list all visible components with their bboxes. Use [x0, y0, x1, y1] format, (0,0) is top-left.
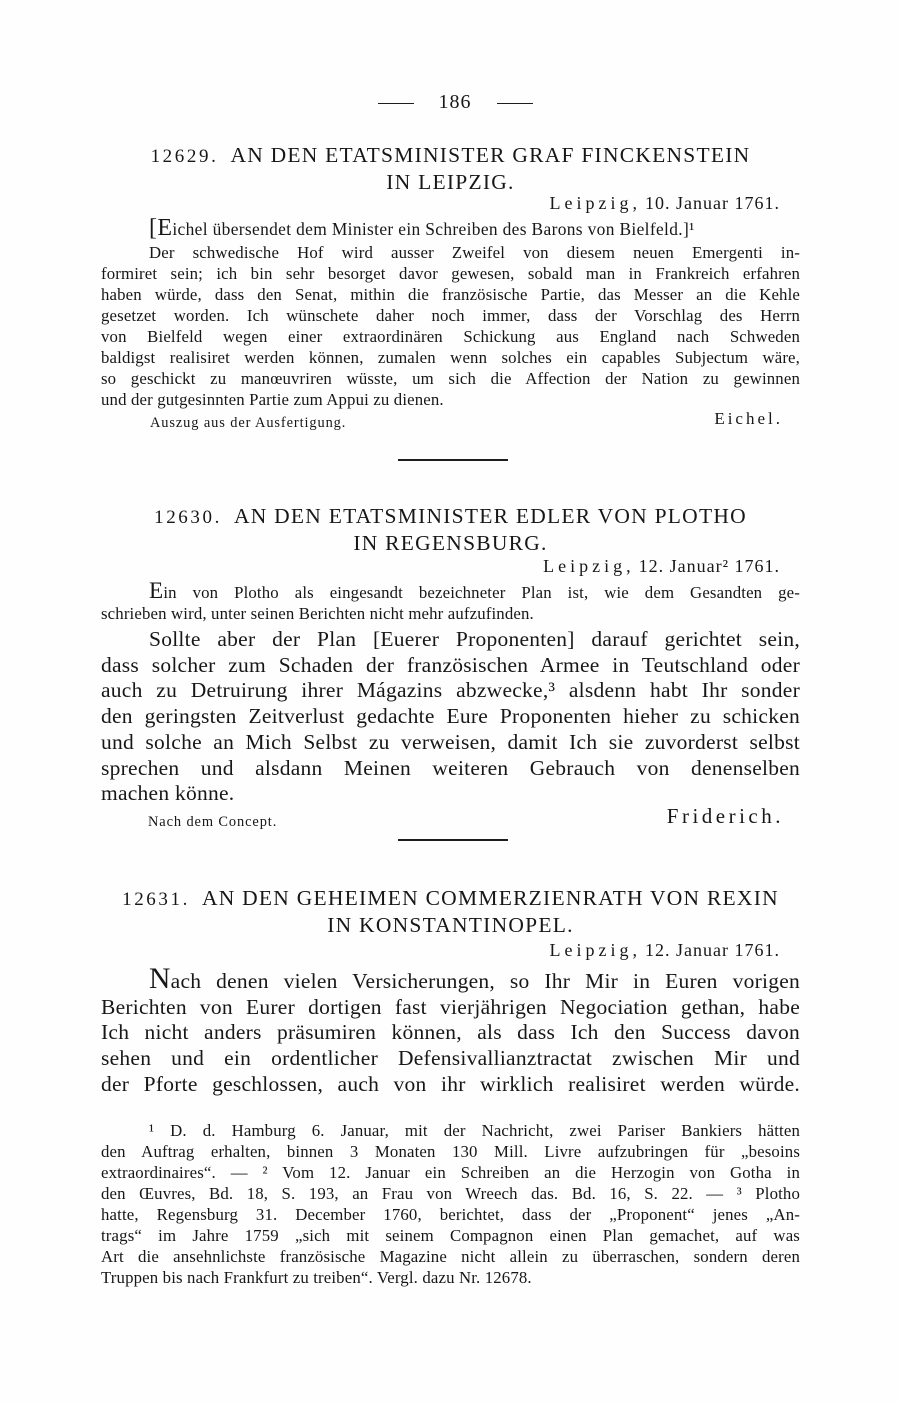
letter-heading [101, 504, 800, 556]
date-text: 12. Januar² 1761. [638, 556, 780, 576]
date-place: Leipzig, [549, 940, 642, 960]
header-dash-left [378, 103, 414, 104]
section-divider [398, 839, 508, 841]
body-line: Der schwedische Hof wird ausser Zweifel von diesem neuen Emergenti in- [149, 242, 800, 262]
footnote-line: Truppen bis nach Frankfurt zu treiben“. Vergl. dazu Nr. 12678. [101, 1267, 532, 1287]
letter-date [550, 939, 780, 961]
recipient: AN DEN ETATSMINISTER GRAF FINCKENSTEIN [230, 143, 751, 167]
body-line: Berichten von Eurer dortigen fast vierjährigen Negociation gethan, habe [101, 994, 800, 1019]
body-line: haben würde, dass den Senat, mithin die französische Partie, das Messer an die Kehle [101, 284, 800, 304]
editorial-note [101, 217, 800, 240]
letter-date [550, 192, 780, 214]
letter-number: 12631. [122, 889, 190, 910]
body-line: auch zu Detruirung ihrer Mágazins abzwecke,³ alsdenn habt Ihr sonder [101, 678, 800, 703]
date-text: 10. Januar 1761. [645, 193, 780, 213]
letter-number: 12629. [150, 146, 219, 167]
editorial-note [101, 577, 800, 624]
heading-line [101, 504, 800, 531]
letter-body [101, 627, 800, 807]
footnote-line: trags“ im Jahre 1759 „sich mit seinem Compagnon einen Plan gemachet, auf was [101, 1225, 800, 1245]
heading-line [101, 886, 800, 913]
footnote-line: Art die ansehnlichste französische Magazine nicht allein zu überraschen, sondern deren [101, 1246, 800, 1266]
body-line: Ich nicht anders präsumiren können, als dass Ich den Success davon [101, 1020, 800, 1045]
footnote-line: hatte, Regensburg 31. December 1760, berichtet, dass der „Proponent“ jenes „An- [101, 1204, 800, 1224]
body-line: der Pforte geschlossen, auch von ihr wirklich realisiret werden würde. [101, 1071, 800, 1096]
heading-location: IN LEIPZIG. [386, 169, 515, 194]
footnotes [101, 1120, 800, 1288]
body-line: so geschickt zu manœuvriren wüsste, um sich die Affection der Nation zu gewinnen [101, 368, 800, 388]
date-place: Leipzig, [543, 556, 635, 576]
letter-body [101, 242, 800, 410]
body-line: baldigst realisiret werden können, zumalen wenn solches ein capables Subjectum wäre, [101, 347, 800, 367]
source-note: Auszug aus der Ausfertigung. [150, 415, 347, 431]
body-line: machen könne. [101, 781, 235, 806]
heading-location: IN REGENSBURG. [353, 530, 548, 555]
date-place: Leipzig, [549, 193, 642, 213]
note-line: schrieben wird, unter seinen Berichten nicht mehr aufzufinden. [101, 603, 534, 623]
body-line: von Bielfeld wegen einer extraordinären Schickung aus England nach Schweden [101, 326, 800, 346]
body-line: formiret sein; ich bin sehr besorget davor gewesen, sobald man in Frankreich erfahren [101, 263, 800, 283]
body-line: und solche an Mich Selbst zu verweisen, damit Ich sie zuvorderst selbst [101, 729, 800, 754]
recipient: AN DEN ETATSMINISTER EDLER VON PLOTHO [233, 504, 747, 528]
body-line: den geringsten Zeitverlust gedachte Eure Proponenten hieher zu schicken [101, 704, 800, 729]
body-line: sehen und ein ordentlicher Defensivallianztractat zwischen Mir und [101, 1046, 800, 1071]
signature: Eichel. [714, 409, 783, 428]
section-divider [398, 459, 508, 461]
body-line: und der gutgesinnten Partie zum Appui zu dienen. [101, 389, 444, 409]
signature: Friderich. [666, 804, 784, 828]
heading-location: IN KONSTANTINOPEL. [327, 912, 574, 937]
body-line: Nach denen vielen Versicherungen, so Ihr Mir in Euren vorigen [149, 963, 800, 995]
page-number: 186 [438, 91, 472, 113]
heading-line [101, 143, 800, 170]
footnote-line: extraordinaires“. — ² Vom 12. Januar ein Schreiben an die Herzogin von Gotha in [101, 1162, 800, 1182]
letter-date [543, 555, 780, 577]
source-note: Nach dem Concept. [148, 814, 278, 830]
letter-heading [101, 143, 800, 195]
letter-heading [101, 886, 800, 938]
body-line: Sollte aber der Plan [Euerer Proponenten] darauf gerichtet sein, [149, 627, 800, 651]
letter-body [101, 963, 800, 1098]
date-text: 12. Januar 1761. [645, 940, 780, 960]
body-line: gesetzet worden. Ich wünschete daher noch immer, dass der Vorschlag des Herrn [101, 305, 800, 325]
body-line: sprechen und alsdann Meinen weiteren Gebrauch von denenselben [101, 755, 800, 780]
header-dash-right [497, 103, 533, 104]
note-line: Ein von Plotho als eingesandt bezeichneter Plan ist, wie dem Gesandten ge- [149, 577, 800, 604]
footnote-line: ¹ D. d. Hamburg 6. Januar, mit der Nachricht, zwei Pariser Bankiers hätten [149, 1120, 800, 1140]
recipient: AN DEN GEHEIMEN COMMERZIENRATH VON REXIN [201, 886, 779, 910]
footnote-line: den Auftrag erhalten, binnen 3 Monaten 130 Mill. Livre aufzubringen für „besoins [101, 1141, 800, 1161]
note-line: [Eichel übersendet dem Minister ein Schreiben des Barons von Bielfeld.]¹ [149, 215, 695, 241]
letter-number: 12630. [154, 507, 222, 528]
body-line: dass solcher zum Schaden der französischen Armee in Teutschland oder [101, 652, 800, 677]
footnote-line: den Œuvres, Bd. 18, S. 193, an Frau von Wreech das. Bd. 16, S. 22. — ³ Plotho [101, 1183, 800, 1203]
